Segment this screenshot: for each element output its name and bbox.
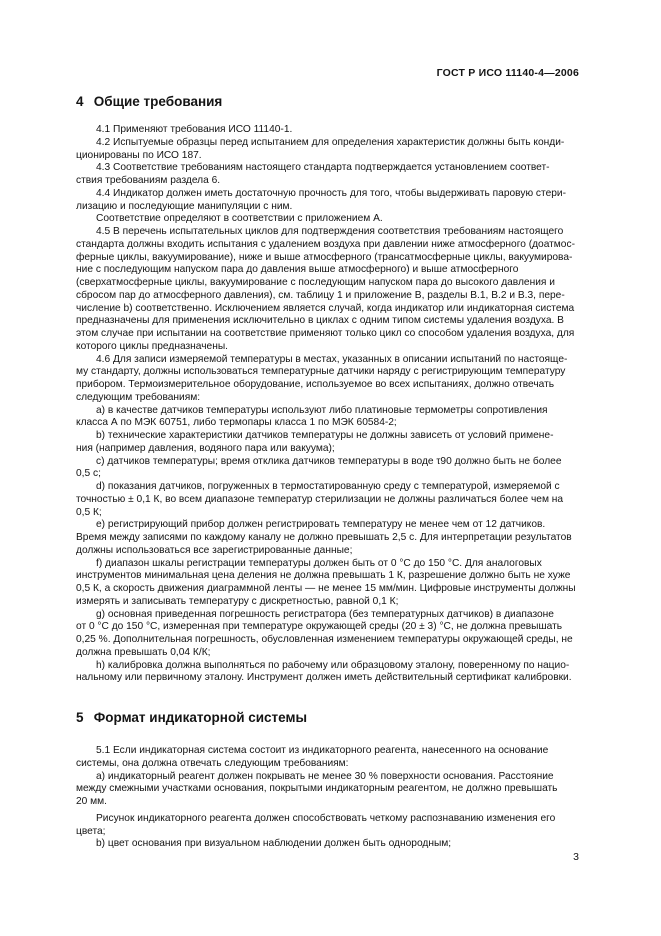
- sec4-line: предназначены для применения исключительно в циклах с одним типом системы удаления воздуха. В: [76, 315, 564, 327]
- sec5-line: 20 мм.: [76, 796, 108, 807]
- section-4-number: 4: [76, 94, 84, 109]
- sec4-line: c) датчиков температуры; время отклика датчиков температуры в воде τ90 должно быть не более: [96, 455, 562, 467]
- sec4-line: g) основная приведенная погрешность регистратора (без температурных датчиков) в диапазоне: [96, 608, 554, 620]
- sec4-line: 4.2 Испытуемые образцы перед испытанием для определения характеристик должны быть конди-: [96, 136, 565, 148]
- sec4-line: следующим требованиям:: [76, 391, 201, 403]
- sec4-line: должны использоваться все зарегистрированные данные;: [76, 544, 353, 556]
- sec4-line: этом случае при испытании на соответствие применяют только цикл со способом удаления воздуха, для: [76, 328, 575, 339]
- sec4-line: ние с последующим напуском пара до давления выше атмосферного) и выше атмосферного: [76, 264, 519, 276]
- sec4-line: f) диапазон шкалы регистрации температуры должен быть от 0 °С до 150 °С. Для аналоговых: [96, 557, 542, 569]
- sec5-line: 5.1 Если индикаторная система состоит из индикаторного реагента, нанесенного на основание: [96, 745, 549, 756]
- sec4-line: му стандарту, должны использоваться температурные датчики наряду с регистрирующим температуру: [76, 366, 566, 378]
- sec4-line: 4.4 Индикатор должен иметь достаточную прочность для того, чтобы выдерживать паровую стери-: [96, 187, 566, 199]
- sec4-line: ния (например давления, водяного пара или вакуума);: [76, 442, 335, 454]
- sec4-line: ствия требованиям раздела 6.: [76, 175, 221, 186]
- section-5-number: 5: [76, 710, 84, 725]
- sec4-line: ционированы по ИСО 187.: [76, 149, 202, 161]
- sec4-line: должна превышать 0,04 К/К;: [76, 646, 211, 658]
- sec5-line: Рисунок индикаторного реагента должен способствовать четкому распознаванию изменения его: [96, 812, 556, 824]
- sec4-line: b) технические характеристики датчиков температуры не должны зависеть от условий примене-: [96, 430, 554, 441]
- sec4-line: а) в качестве датчиков температуры используют либо платиновые термометры сопротивления: [96, 404, 548, 416]
- section-5-body: [76, 745, 584, 851]
- sec4-line: Соответствие определяют в соответствии с приложением А.: [96, 213, 383, 225]
- sec4-line: 0,5 К, а скорость движения диаграммной ленты — не менее 15 мм/мин. Цифровые инструменты должны: [76, 583, 576, 594]
- sec4-line: лизацию и последующие манипуляции с ним.: [76, 200, 293, 212]
- sec4-line: ферные циклы, вакуумирование), ниже и выше атмосферного (трансатмосферные циклы, вакуумирова-: [76, 251, 573, 263]
- sec4-line: которого циклы предназначены.: [76, 340, 228, 352]
- sec4-line: измерять и записывать температуру с дискретностью, равной 0,1 К;: [76, 595, 399, 607]
- sec4-line: 4.5 В перечень испытательных циклов для подтверждения соответствия требованиям настоящего: [96, 226, 564, 237]
- sec4-line: 0,5 К;: [76, 506, 102, 518]
- sec4-line: 0,25 %. Дополнительная погрешность, обусловленная изменением температуры окружающей среды, не: [76, 634, 573, 645]
- section-4-title: Общие требования: [93, 94, 223, 109]
- section-5-title: Формат индикаторной системы: [93, 710, 308, 725]
- section-4-heading: [76, 94, 222, 109]
- sec4-line: класса А по МЭК 60751, либо термопары класса 1 по МЭК 60584-2;: [76, 417, 397, 429]
- sec4-line: Время между записями по каждому каналу не должно превышать 2,5 с. Для интерпретации результатов: [76, 532, 572, 543]
- sec5-line: b) цвет основания при визуальном наблюдении должен быть однородным;: [96, 838, 452, 850]
- sec5-line: системы, она должна отвечать следующим требованиям:: [76, 757, 349, 769]
- sec4-line: сбросом пар до атмосферного давления), см. таблицу 1 и приложение В, разделы В.1, В.2 и В.3, пере-: [76, 289, 565, 301]
- sec4-line: e) регистрирующий прибор должен регистрировать температуру не менее чем от 12 датчиков.: [96, 519, 546, 531]
- sec4-line: от 0 °С до 150 °С, измеренная при температуре окружающей среды (20 ± 3) °С, не должна превышать: [76, 621, 563, 633]
- sec4-line: (сверхатмосферные циклы, вакуумирование с последующим напуском пара до высокого давления и: [76, 277, 555, 288]
- document-header: ГОСТ Р ИСО 11140-4—2006: [436, 67, 579, 79]
- sec4-line: d) показания датчиков, погруженных в термостатированную среду с температурой, измеряемой с: [96, 481, 560, 492]
- sec5-line: между смежными участками основания, покрытыми индикаторным реагентом, не должно превышать: [76, 783, 558, 795]
- section-5-heading: [76, 710, 307, 725]
- section-4-body: [76, 124, 584, 685]
- sec4-line: 4.1 Применяют требования ИСО 11140-1.: [96, 124, 293, 135]
- sec4-line: точностью ± 0,1 К, во всем диапазоне температур стерилизации не должны различаться более чем на: [76, 493, 564, 505]
- sec4-line: 4.6 Для записи измеряемой температуры в местах, указанных в описании испытаний по настояще-: [96, 353, 568, 365]
- sec4-line: 0,5 с;: [76, 468, 101, 480]
- sec5-line: а) индикаторный реагент должен покрывать не менее 30 % поверхности основания. Расстояние: [96, 770, 554, 782]
- sec4-line: инструментов минимальная цена деления не должна превышать 1 К, разрешение должно быть не хуже: [76, 570, 571, 582]
- sec4-line: числение b) соответственно. Исключением является случай, когда индикатор или индикаторная система: [76, 302, 575, 314]
- sec4-line: стандарта должны входить испытания с удалением воздуха при давлении ниже атмосферного (доатмос-: [76, 238, 575, 250]
- sec4-line: h) калибровка должна выполняться по рабочему или образцовому эталону, поверенному по нацио-: [96, 659, 570, 671]
- page-number: 3: [573, 851, 579, 863]
- sec4-line: прибором. Термоизмерительное оборудование, используемое во всех испытаниях, должно отвечать: [76, 379, 555, 390]
- sec4-line: 4.3 Соответствие требованиям настоящего стандарта подтверждается установлением соответ-: [96, 162, 550, 174]
- sec4-line: нальному или первичному эталону. Инструмент должен иметь действительный сертификат калибровки.: [76, 672, 572, 684]
- sec5-line: цвета;: [76, 825, 106, 837]
